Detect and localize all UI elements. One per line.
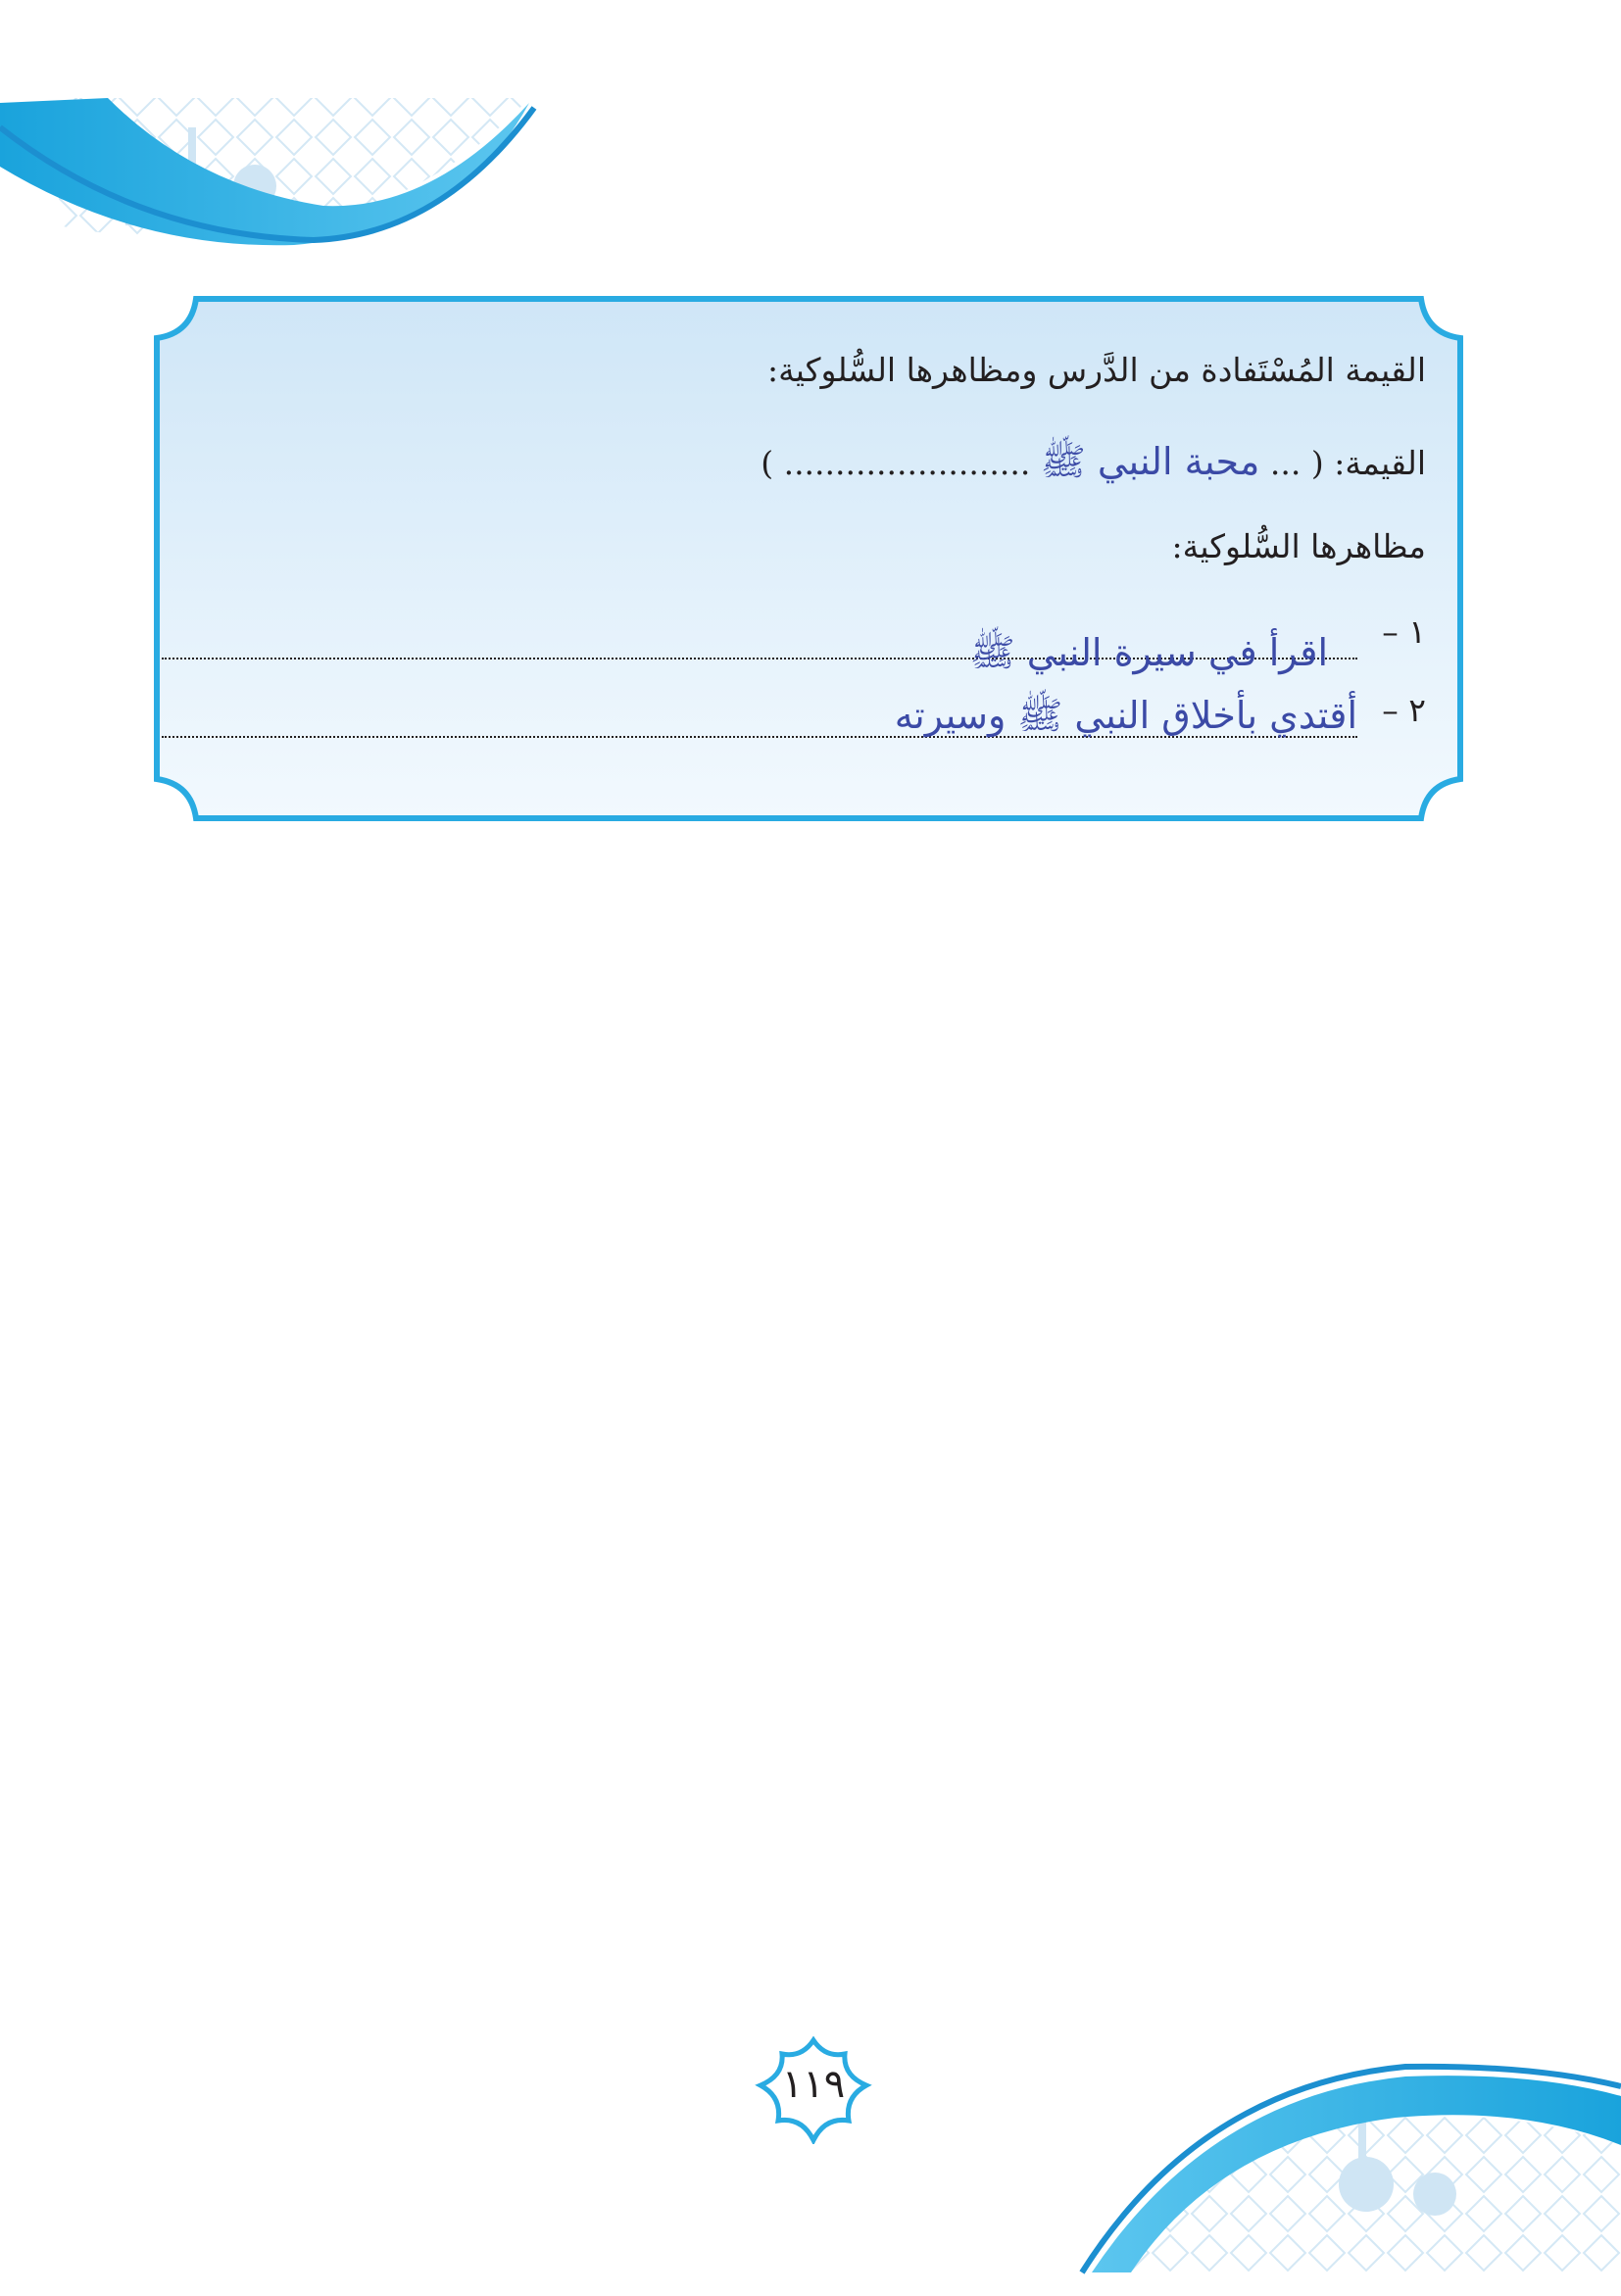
value-dots-start: ... (1269, 444, 1302, 482)
box-heading: القيمة المُسْتَفادة من الدَّرس ومظاهرها السُّلوكية: (766, 351, 1426, 389)
page-number: ١١٩ (781, 2062, 846, 2107)
value-close: ) (761, 444, 774, 482)
behaviors-title: مظاهرها السُّلوكية: (1171, 527, 1426, 565)
item-number: ٢ – (1382, 691, 1426, 729)
bottom-corner-decoration (1072, 2037, 1621, 2292)
value-box (152, 294, 1465, 823)
value-dots-end: ........................ (783, 444, 1031, 482)
item-answer: اقرأ في سيرة النبي ﷺ (969, 631, 1328, 674)
top-corner-decoration (0, 0, 549, 255)
value-answer: محبة النبي ﷺ (1040, 440, 1260, 483)
item-number: ١ – (1382, 612, 1426, 651)
behavior-item-2 (162, 691, 1426, 750)
behavior-item-1 (162, 612, 1426, 674)
item-answer: أقتدي بأخلاق النبي ﷺ وسيرته (894, 694, 1357, 737)
value-line (761, 439, 1426, 493)
value-label: القيمة: ( (1310, 444, 1426, 482)
page-number-badge (755, 2036, 872, 2144)
